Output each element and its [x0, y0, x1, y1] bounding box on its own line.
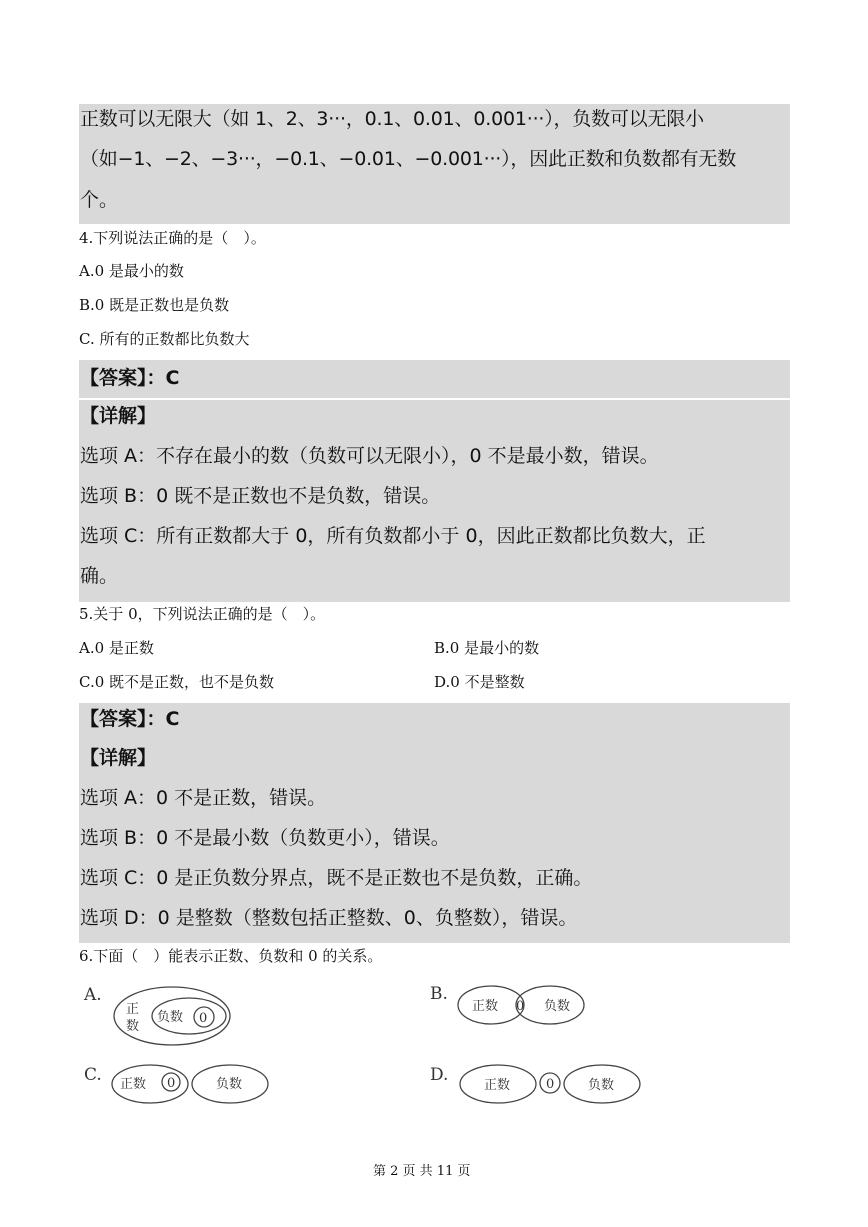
q5-detail-title: 【详解】	[80, 747, 157, 769]
q5-detail-c: 选项 C：0 是正负数分界点，既不是正数也不是负数，正确。	[80, 867, 593, 889]
q6-diagram-d	[428, 1060, 648, 1112]
q4-detail-c2: 确。	[80, 565, 119, 587]
q6-a-positive-top: 正	[126, 1002, 140, 1017]
q6-label-d: D.	[430, 1065, 449, 1085]
q4-option-b: B.0 既是正数也是负数	[79, 296, 230, 314]
q6-diagram-c	[78, 1060, 278, 1112]
q4-detail-a: 选项 A：不存在最小的数（负数可以无限小），0 不是最小数，错误。	[80, 445, 659, 467]
q6-stem: 6.下面（ ）能表示正数、负数和 0 的关系。	[79, 947, 383, 965]
q3-explain-line3: 个。	[80, 189, 119, 211]
page-footer: 第 2 页 共 11 页	[373, 1164, 471, 1179]
q5-option-d: D.0 不是整数	[434, 673, 525, 691]
q4-detail-c1: 选项 C：所有正数都大于 0，所有负数都小于 0，因此正数都比负数大，正	[80, 525, 706, 547]
q5-stem: 5.关于 0，下列说法正确的是（ ）。	[79, 605, 326, 623]
q6-a-negative: 负数	[157, 1010, 184, 1025]
q6-diagram-a	[78, 980, 248, 1050]
q5-option-c: C.0 既不是正数，也不是负数	[79, 673, 275, 691]
q4-stem: 4.下列说法正确的是（ ）。	[79, 229, 266, 247]
q6-label-c: C.	[84, 1065, 102, 1085]
q6-label-b: B.	[430, 984, 448, 1004]
q6-b-positive: 正数	[472, 999, 499, 1014]
q5-detail-d: 选项 D：0 是整数（整数包括正整数、0、负整数），错误。	[80, 907, 578, 929]
q5-answer: 【答案】：C	[80, 708, 180, 730]
q3-explain-line2: （如−1、−2、−3···，−0.1、−0.01、−0.001···），因此正数和负数都有无数	[80, 148, 737, 170]
q4-option-c: C. 所有的正数都比负数大	[79, 330, 250, 348]
q6-c-positive: 正数	[120, 1077, 147, 1092]
q6-a-zero: 0	[199, 1011, 208, 1026]
q6-a-positive-bottom: 数	[126, 1019, 140, 1034]
q6-b-negative: 负数	[544, 999, 571, 1014]
q6-diagram-b	[428, 980, 598, 1035]
q6-c-zero: 0	[167, 1076, 176, 1091]
q5-option-a: A.0 是正数	[79, 639, 154, 657]
q6-b-zero: 0	[516, 999, 525, 1014]
q6-label-a: A.	[84, 985, 102, 1005]
q5-option-b: B.0 是最小的数	[434, 639, 540, 657]
q4-answer: 【答案】：C	[80, 367, 180, 389]
q6-d-negative: 负数	[588, 1078, 615, 1093]
q3-explain-line1: 正数可以无限大（如 1、2、3···，0.1、0.01、0.001···），负数可以无限小	[80, 108, 704, 130]
q4-answer-block	[79, 360, 790, 398]
q6-d-zero: 0	[546, 1077, 555, 1092]
q6-d-positive: 正数	[484, 1078, 511, 1093]
q5-detail-a: 选项 A：0 不是正数，错误。	[80, 787, 327, 809]
q4-option-a: A.0 是最小的数	[79, 262, 184, 280]
q4-detail-title: 【详解】	[80, 405, 157, 427]
q5-detail-b: 选项 B：0 不是最小数（负数更小），错误。	[80, 827, 450, 849]
q6-c-negative: 负数	[216, 1077, 243, 1092]
q4-detail-b: 选项 B：0 既不是正数也不是负数，错误。	[80, 485, 441, 507]
